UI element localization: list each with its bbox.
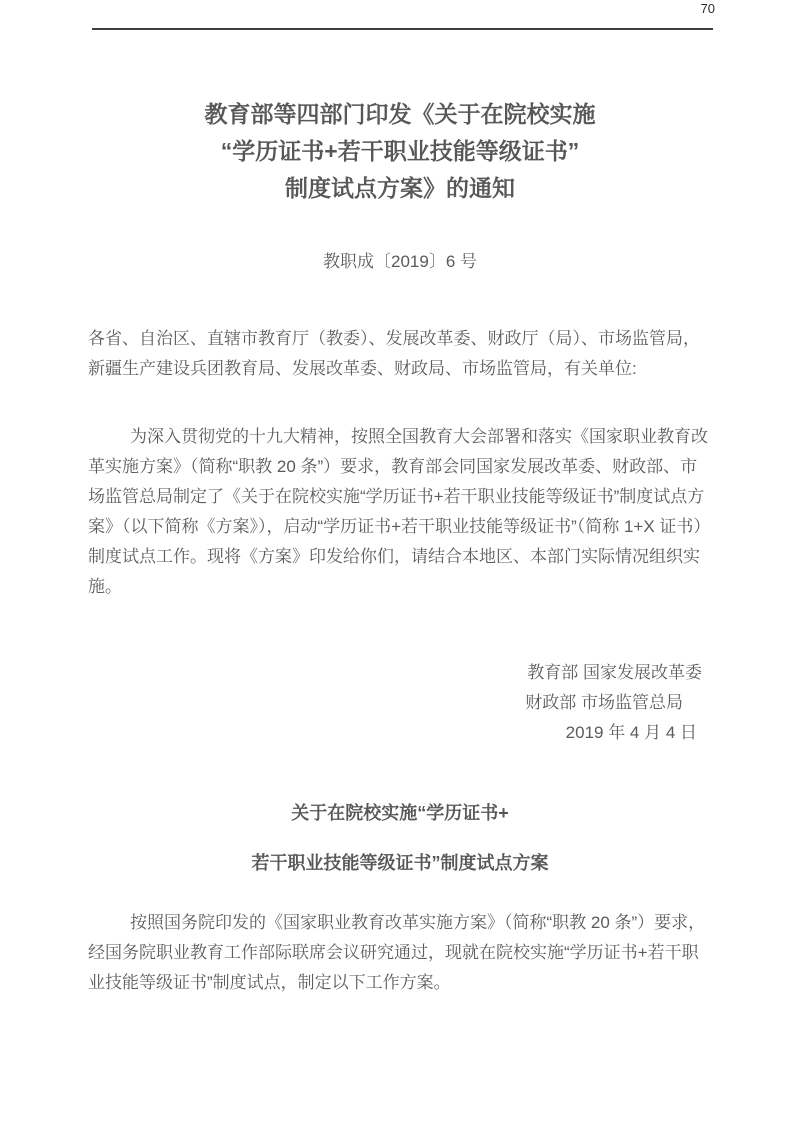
signature-agencies-line-1: 教育部 国家发展改革委 [527, 663, 702, 682]
signature-date: 2019 年 4 月 4 日 [565, 723, 697, 742]
plan-title [88, 803, 712, 873]
document-content [88, 30, 712, 998]
plan-title-line-1: 关于在院校实施“学历证书+ [291, 803, 509, 823]
notice-title-line-2: “学历证书+若干职业技能等级证书” [220, 138, 580, 164]
page-number: 70 [700, 1, 715, 16]
notice-body-paragraph: 为深入贯彻党的十九大精神，按照全国教育大会部署和落实《国家职业教育改革实施方案》（简称“职教 20 条”）要求，教育部会同国家发展改革委、财政部、市场监管总局制定了《关于在院校实施“学历证书+若干职业技能等级证书”制度试点方案》（以下简称《方案》），启动“学历证书+若干职业技能等级证书”（简称 1+X 证书）制度试点工作。现将《方案》印发给你们，请结合本地区、本部门实际情况组织实施。 [88, 427, 711, 596]
plan-title-line-2: 若干职业技能等级证书”制度试点方案 [251, 853, 549, 873]
notice-title-line-1: 教育部等四部门印发《关于在院校实施 [204, 101, 596, 127]
salutation-paragraph: 各省、自治区、直辖市教育厅（教委）、发展改革委、财政厅（局）、市场监管局，新疆生产建设兵团教育局、发展改革委、财政局、市场监管局，有关单位: [88, 329, 700, 378]
plan-intro-paragraph: 按照国务院印发的《国家职业教育改革实施方案》（简称“职教 20 条”）要求，经国务院职业教育工作部际联席会议研究通过，现就在院校实施“学历证书+若干职业技能等级证书”制度试点，制定以下工作方案。 [88, 913, 706, 992]
signature-agencies-line-2: 财政部 市场监管总局 [525, 693, 683, 712]
notice-title-line-3: 制度试点方案》的通知 [285, 175, 515, 201]
document-number: 教职成〔2019〕6 号 [323, 252, 477, 271]
notice-title [88, 96, 712, 207]
signature-block [88, 658, 712, 748]
